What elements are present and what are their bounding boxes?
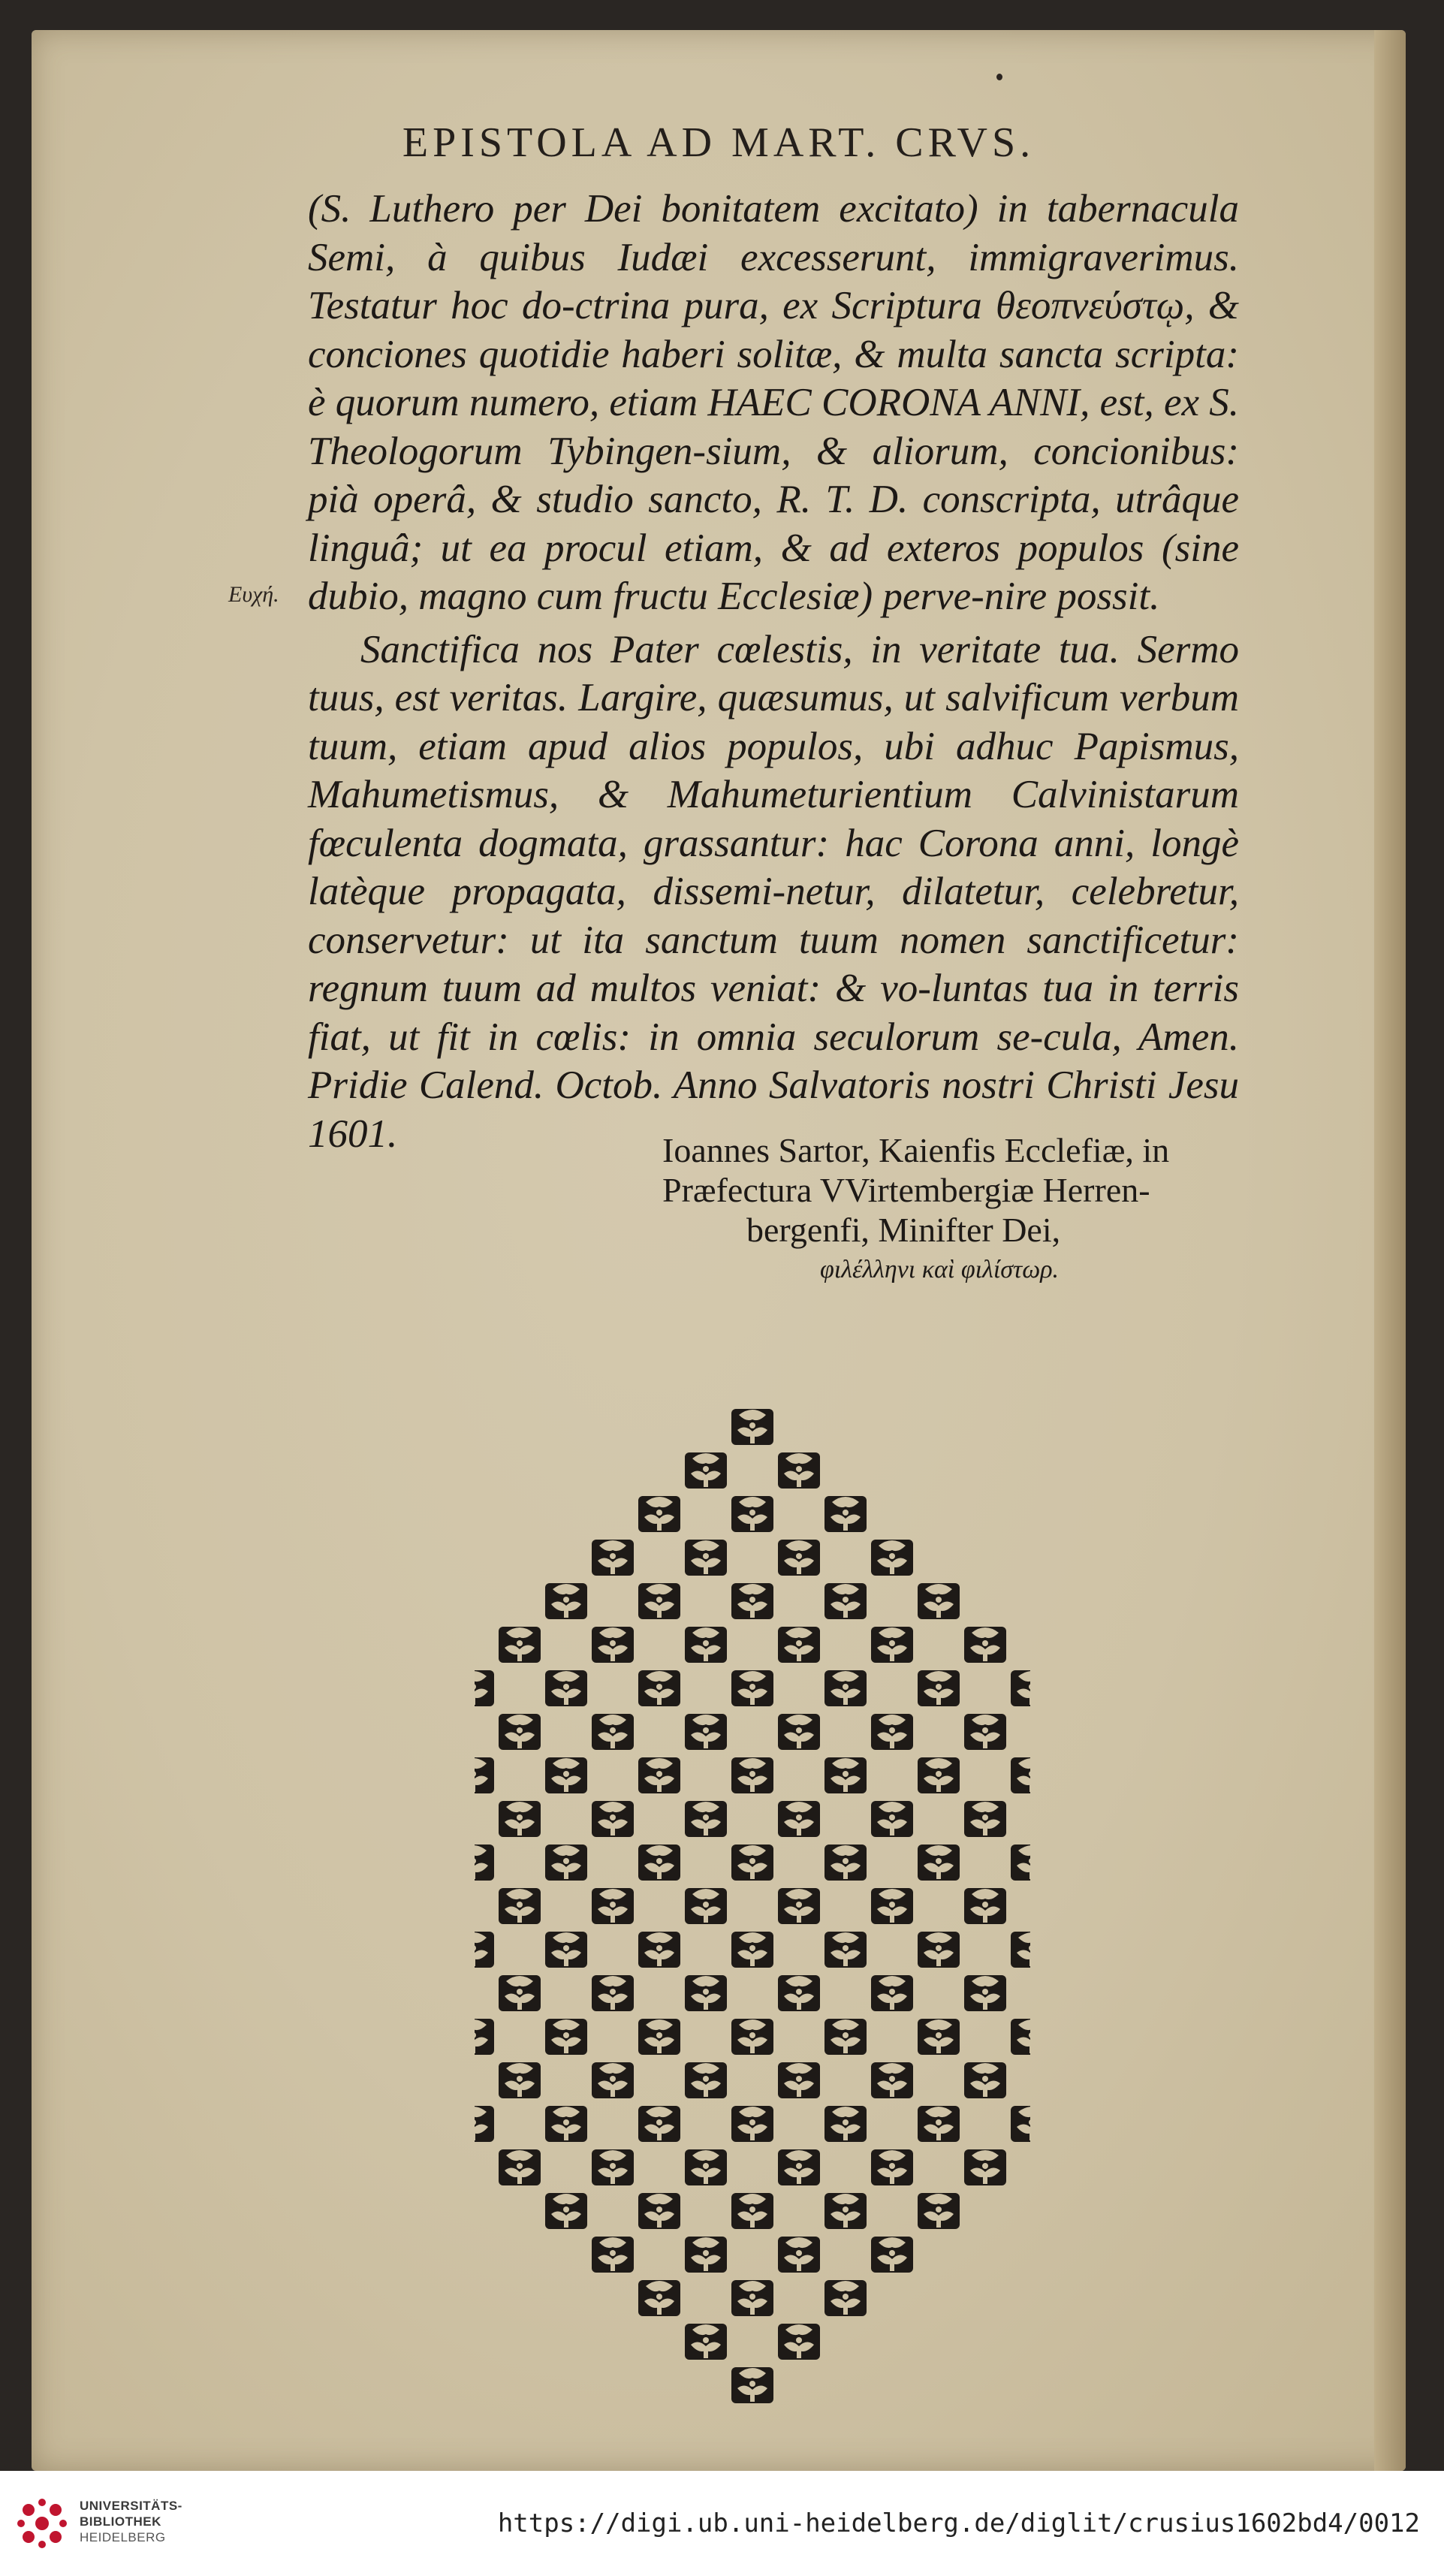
fleuron-ornament — [499, 1714, 541, 1750]
fleuron-ornament — [685, 2237, 727, 2273]
fleuron-ornament — [638, 1670, 680, 1706]
fleuron-ornament — [499, 1801, 541, 1837]
fleuron-ornament — [918, 2019, 960, 2055]
fleuron-ornament — [1011, 1757, 1030, 1793]
fleuron-ornament — [871, 1801, 913, 1837]
fleuron-ornament — [824, 1583, 867, 1619]
fleuron-ornament — [685, 1627, 727, 1663]
book-page — [32, 30, 1406, 2471]
fleuron-ornament — [778, 1627, 820, 1663]
fleuron-ornament — [871, 2237, 913, 2273]
fleuron-ornament — [731, 1757, 773, 1793]
fleuron-ornament — [592, 2237, 634, 2273]
signature-line: Præfectura VVirtembergiæ Herren- — [662, 1171, 1150, 1209]
fleuron-ornament — [871, 1888, 913, 1924]
fleuron-ornament — [964, 1975, 1006, 2011]
university-library-logo-icon — [14, 2495, 71, 2552]
fleuron-ornament — [778, 1452, 820, 1489]
fleuron-ornament — [731, 2367, 773, 2403]
fleuron-ornament — [592, 1888, 634, 1924]
fleuron-ornament — [731, 2280, 773, 2316]
fleuron-ornament — [1011, 1845, 1030, 1881]
fleuron-ornament — [731, 1496, 773, 1532]
fleuron-ornament — [475, 1932, 494, 1968]
fleuron-ornament — [918, 1845, 960, 1881]
fleuron-ornament — [638, 1583, 680, 1619]
fleuron-ornament — [685, 1714, 727, 1750]
signature-line: Ioannes Sartor, Kaienfis Ecclefiæ, in — [662, 1131, 1170, 1169]
body-text — [308, 185, 1239, 1158]
fleuron-ornament — [685, 1975, 727, 2011]
fleuron-ornament — [592, 1627, 634, 1663]
fleuron-ornament — [545, 2019, 587, 2055]
fleuron-ornament — [1011, 1670, 1030, 1706]
fleuron-ornament — [778, 2062, 820, 2098]
signature-line: bergenfi, Minifter Dei, — [746, 1211, 1061, 1249]
margin-note: Ευχή. — [228, 582, 279, 607]
fleuron-ornament — [545, 2193, 587, 2229]
fleuron-ornament — [731, 2019, 773, 2055]
page-edge — [1374, 30, 1406, 2471]
fleuron-ornament — [685, 1888, 727, 1924]
fleuron-ornament — [1011, 1932, 1030, 1968]
fleuron-ornament — [638, 1932, 680, 1968]
fleuron-ornament — [685, 2062, 727, 2098]
fleuron-ornament — [871, 1627, 913, 1663]
library-name-line: BIBLIOTHEK — [80, 2514, 161, 2529]
signature-greek-line: φιλέλληνι καὶ φιλίστωρ. — [820, 1256, 1060, 1283]
fleuron-ornament — [871, 2149, 913, 2185]
fleuron-ornament — [824, 2280, 867, 2316]
fleuron-ornament — [964, 1714, 1006, 1750]
fleuron-ornament — [964, 1801, 1006, 1837]
fleuron-ornament — [964, 1627, 1006, 1663]
library-name-line: HEIDELBERG — [80, 2530, 166, 2544]
fleuron-ornament — [1011, 2019, 1030, 2055]
fleuron-ornament — [475, 1845, 494, 1881]
fleuron-ornament — [475, 1670, 494, 1706]
fleuron-ornament — [918, 1583, 960, 1619]
fleuron-ornament — [778, 1975, 820, 2011]
fleuron-ornament — [778, 1801, 820, 1837]
fleuron-ornament — [964, 2149, 1006, 2185]
page-url[interactable]: https://digi.ub.uni-heidelberg.de/diglit/crusius1602bd4/0012 — [497, 2508, 1420, 2538]
fleuron-ornament — [545, 1932, 587, 1968]
fleuron-ornament — [778, 2149, 820, 2185]
fleuron-ornament — [545, 1845, 587, 1881]
fleuron-ornament — [731, 1583, 773, 1619]
fleuron-ornament — [918, 1757, 960, 1793]
fleuron-ornament — [638, 1845, 680, 1881]
fleuron-ornament — [592, 2149, 634, 2185]
diamond-ornament — [475, 1404, 1030, 2403]
fleuron-ornament — [475, 2106, 494, 2142]
fleuron-ornament — [545, 1670, 587, 1706]
fleuron-ornament — [685, 1540, 727, 1576]
fleuron-ornament — [638, 2106, 680, 2142]
fleuron-ornament — [545, 2106, 587, 2142]
fleuron-ornament — [475, 2019, 494, 2055]
fleuron-ornament — [1011, 2106, 1030, 2142]
fleuron-ornament — [731, 1409, 773, 1445]
fleuron-ornament — [918, 2106, 960, 2142]
fleuron-ornament — [871, 1540, 913, 1576]
fleuron-ornament — [964, 1888, 1006, 1924]
fleuron-ornament — [592, 1714, 634, 1750]
fleuron-ornament — [685, 2324, 727, 2360]
fleuron-ornament — [778, 2324, 820, 2360]
fleuron-ornament — [824, 1496, 867, 1532]
fleuron-ornament — [918, 2193, 960, 2229]
fleuron-ornament — [824, 1670, 867, 1706]
fleuron-ornament — [592, 1975, 634, 2011]
fleuron-ornament — [545, 1583, 587, 1619]
fleuron-ornament — [731, 2106, 773, 2142]
fleuron-ornament — [638, 2019, 680, 2055]
fleuron-ornament — [592, 1540, 634, 1576]
fleuron-ornament — [731, 2193, 773, 2229]
ink-dot — [996, 74, 1002, 80]
fleuron-ornament — [871, 1975, 913, 2011]
fleuron-ornament — [685, 1801, 727, 1837]
fleuron-ornament — [731, 1670, 773, 1706]
fleuron-ornament — [964, 2062, 1006, 2098]
fleuron-ornament — [918, 1670, 960, 1706]
fleuron-ornament — [871, 1714, 913, 1750]
fleuron-ornament — [871, 2062, 913, 2098]
library-name — [80, 2498, 182, 2545]
fleuron-ornament — [824, 2106, 867, 2142]
fleuron-ornament — [475, 1757, 494, 1793]
fleuron-ornament — [778, 1714, 820, 1750]
fleuron-ornament — [638, 2193, 680, 2229]
running-head: EPISTOLA AD MART. CRVS. — [402, 119, 1036, 166]
fleuron-ornament — [499, 1975, 541, 2011]
fleuron-ornament — [638, 1757, 680, 1793]
signature-block — [662, 1130, 1241, 1290]
fleuron-ornament — [499, 2062, 541, 2098]
fleuron-ornament — [731, 1932, 773, 1968]
fleuron-ornament — [545, 1757, 587, 1793]
fleuron-ornament — [778, 1540, 820, 1576]
fleuron-ornament — [499, 1627, 541, 1663]
fleuron-ornament — [824, 2019, 867, 2055]
paragraph: Sanctifica nos Pater cœlestis, in veritate tua. Sermo tuus, est veritas. Largire, quæsumus, ut salvificum verbum tuum, etiam apud alios populos, ubi adhuc Papismus, Mahumetismus, & Mahumeturientium Calvinistarum fœculenta dogmata, grassantur: hac Corona anni, longè latèque propagata, dissemi-netur, dilatetur, celebretur, conservetur: ut ita sanctum tuum nomen sanctificetur: regnum tuum ad multos veniat: & vo-luntas tua in terris fiat, ut fit in cœlis: in omnia seculorum se-cula, Amen. Pridie Calend. Octob. Anno Salvatoris nostri Christi Jesu 1601. — [308, 627, 1239, 1156]
fleuron-ornament — [778, 1888, 820, 1924]
fleuron-ornament — [824, 1845, 867, 1881]
library-name-line: UNIVERSITÄTS- — [80, 2499, 182, 2513]
fleuron-ornament — [824, 1757, 867, 1793]
fleuron-ornament — [731, 1845, 773, 1881]
fleuron-ornament — [824, 1932, 867, 1968]
fleuron-ornament — [638, 2280, 680, 2316]
fleuron-ornament — [824, 2193, 867, 2229]
fleuron-ornament — [499, 2149, 541, 2185]
fleuron-ornament — [918, 1932, 960, 1968]
fleuron-ornament — [499, 1888, 541, 1924]
fleuron-ornament — [592, 1801, 634, 1837]
fleuron-ornament — [685, 2149, 727, 2185]
fleuron-ornament — [685, 1452, 727, 1489]
paragraph: (S. Luthero per Dei bonitatem excitato) in tabernacula Semi, à quibus Iudæi excesserunt, immigraverimus. Testatur hoc do-ctrina pura, ex Scriptura θεοπνεύστῳ, & conciones quotidie haberi solitæ, & multa sancta scripta: è quorum numero, etiam HAEC CORONA ANNI, est, ex S. Theologorum Tybingen-sium, & aliorum, concionibus: pià operâ, & studio sancto, R. T. D. conscripta, utrâque linguâ; ut ea procul etiam, & ad exteros populos (sine dubio, magno cum fructu Ecclesiæ) perve-nire possit. — [308, 187, 1239, 618]
fleuron-ornament — [638, 1496, 680, 1532]
fleuron-ornament — [592, 2062, 634, 2098]
fleuron-ornament — [778, 2237, 820, 2273]
